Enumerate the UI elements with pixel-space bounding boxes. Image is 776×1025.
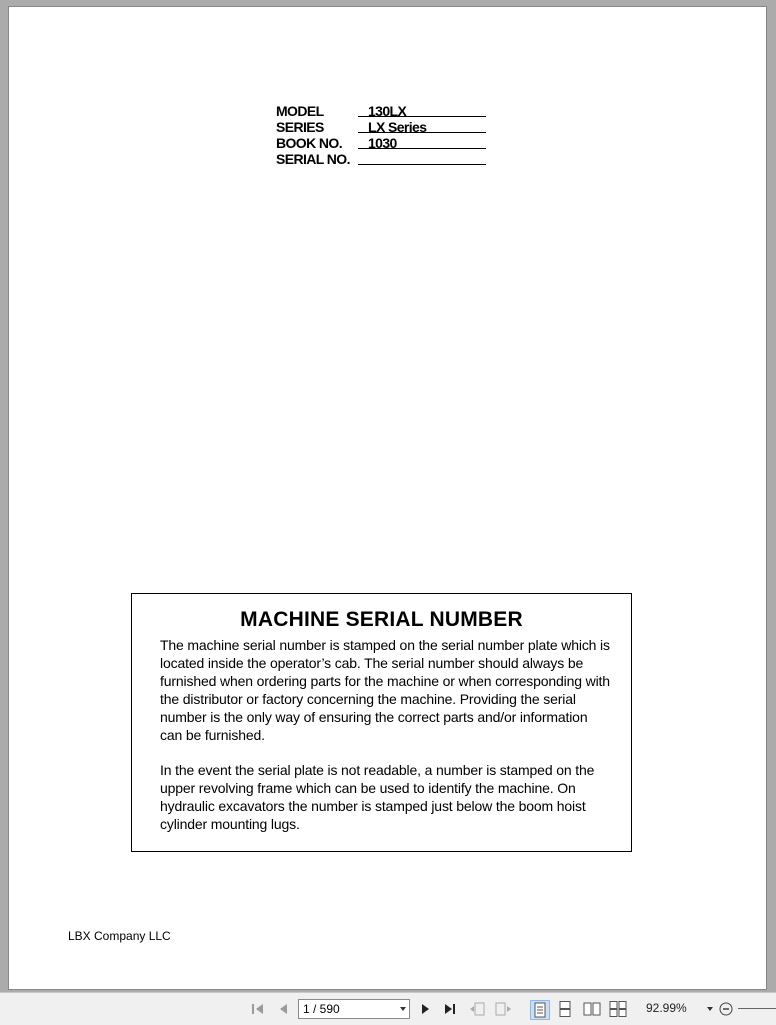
continuous-icon[interactable]	[556, 1001, 574, 1017]
single-page-icon[interactable]	[530, 1000, 550, 1020]
serial-box-paragraph-1: The machine serial number is stamped on the serial number plate which is located inside the operator’s cab. The serial number should always be furnished when ordering parts for the machine or when corresponding with the distributor or factory concerning the machine. Providing the serial number is the only way of ensuring the correct parts and/or information can be furnished.	[160, 637, 610, 743]
page-number-field[interactable]	[298, 999, 410, 1019]
meta-label: SERIES	[276, 119, 324, 135]
meta-value: 1030	[368, 135, 397, 151]
last-page-icon[interactable]	[442, 1001, 458, 1017]
meta-value: LX Series	[368, 119, 427, 135]
page-indicator-text: 1 / 590	[303, 1002, 340, 1016]
first-page-icon[interactable]	[250, 1001, 266, 1017]
viewer-toolbar	[0, 992, 776, 1025]
dropdown-icon[interactable]	[400, 1007, 406, 1011]
meta-label: BOOK NO.	[276, 135, 342, 151]
prev-view-icon[interactable]	[469, 1001, 487, 1017]
serial-number-box	[131, 593, 632, 852]
prev-page-icon[interactable]	[276, 1001, 290, 1017]
meta-label: SERIAL NO.	[276, 151, 350, 167]
meta-underline	[358, 164, 486, 165]
pdf-page	[8, 6, 767, 990]
serial-box-paragraph-2: In the event the serial plate is not readable, a number is stamped on the upper revolving frame which can be used to identify the machine. On hydraulic excavators the number is stamped just below the boom hoist cylinder mounting lugs.	[160, 762, 595, 832]
facing-icon[interactable]	[582, 1001, 602, 1017]
zoom-level[interactable]: 92.99%	[646, 1001, 687, 1015]
meta-label: MODEL	[276, 103, 324, 119]
meta-value: 130LX	[368, 103, 407, 119]
zoom-out-icon[interactable]	[718, 1001, 734, 1017]
next-page-icon[interactable]	[418, 1001, 432, 1017]
zoom-slider[interactable]	[738, 1008, 776, 1009]
zoom-dropdown-icon[interactable]	[706, 1001, 714, 1017]
next-view-icon[interactable]	[494, 1001, 512, 1017]
continuous-facing-icon[interactable]	[608, 1001, 628, 1017]
company-footer: LBX Company LLC	[68, 929, 171, 943]
serial-box-title: MACHINE SERIAL NUMBER	[240, 608, 523, 631]
